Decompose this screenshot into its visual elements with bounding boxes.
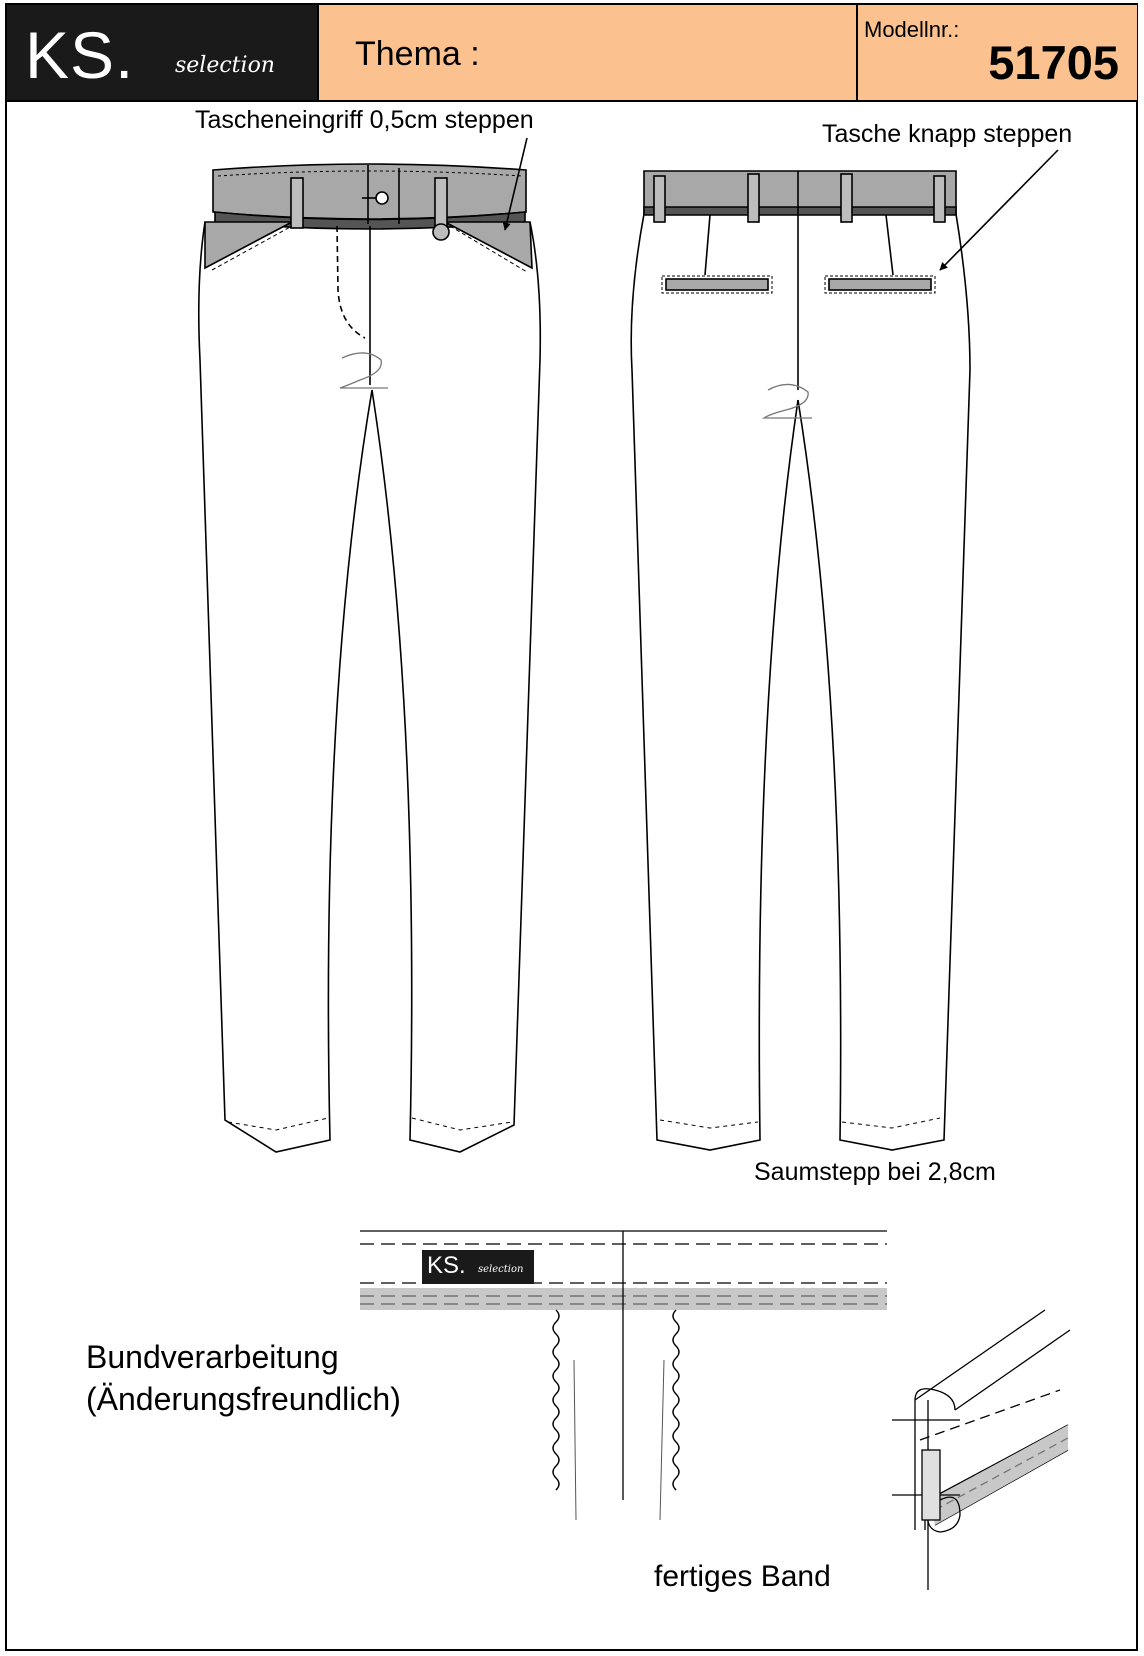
band-processing-title	[86, 1336, 401, 1420]
logo-sub-text: selection	[175, 53, 275, 78]
model-label: Modellnr.:	[864, 17, 960, 42]
front-view-trousers	[199, 164, 541, 1152]
note-pocket-back: Tasche knapp steppen	[822, 120, 1073, 148]
model-number: 51705	[988, 36, 1119, 89]
finished-band-sketch	[892, 1310, 1070, 1590]
note-hem: Saumstepp bei 2,8cm	[754, 1158, 996, 1186]
band-logo-main: KS.	[427, 1252, 466, 1279]
band-label-logo	[422, 1250, 534, 1284]
logo-main-text: KS.	[25, 18, 135, 92]
band-title-line2: (Änderungsfreundlich)	[86, 1381, 401, 1417]
back-view-trousers	[631, 171, 970, 1150]
note-pocket-entry: Tascheneingriff 0,5cm steppen	[195, 106, 534, 134]
thema-label: Thema :	[355, 35, 480, 73]
band-title-line1: Bundverarbeitung	[86, 1339, 339, 1375]
finished-band-label: fertiges Band	[654, 1560, 831, 1593]
band-logo-sub: selection	[478, 1264, 524, 1275]
